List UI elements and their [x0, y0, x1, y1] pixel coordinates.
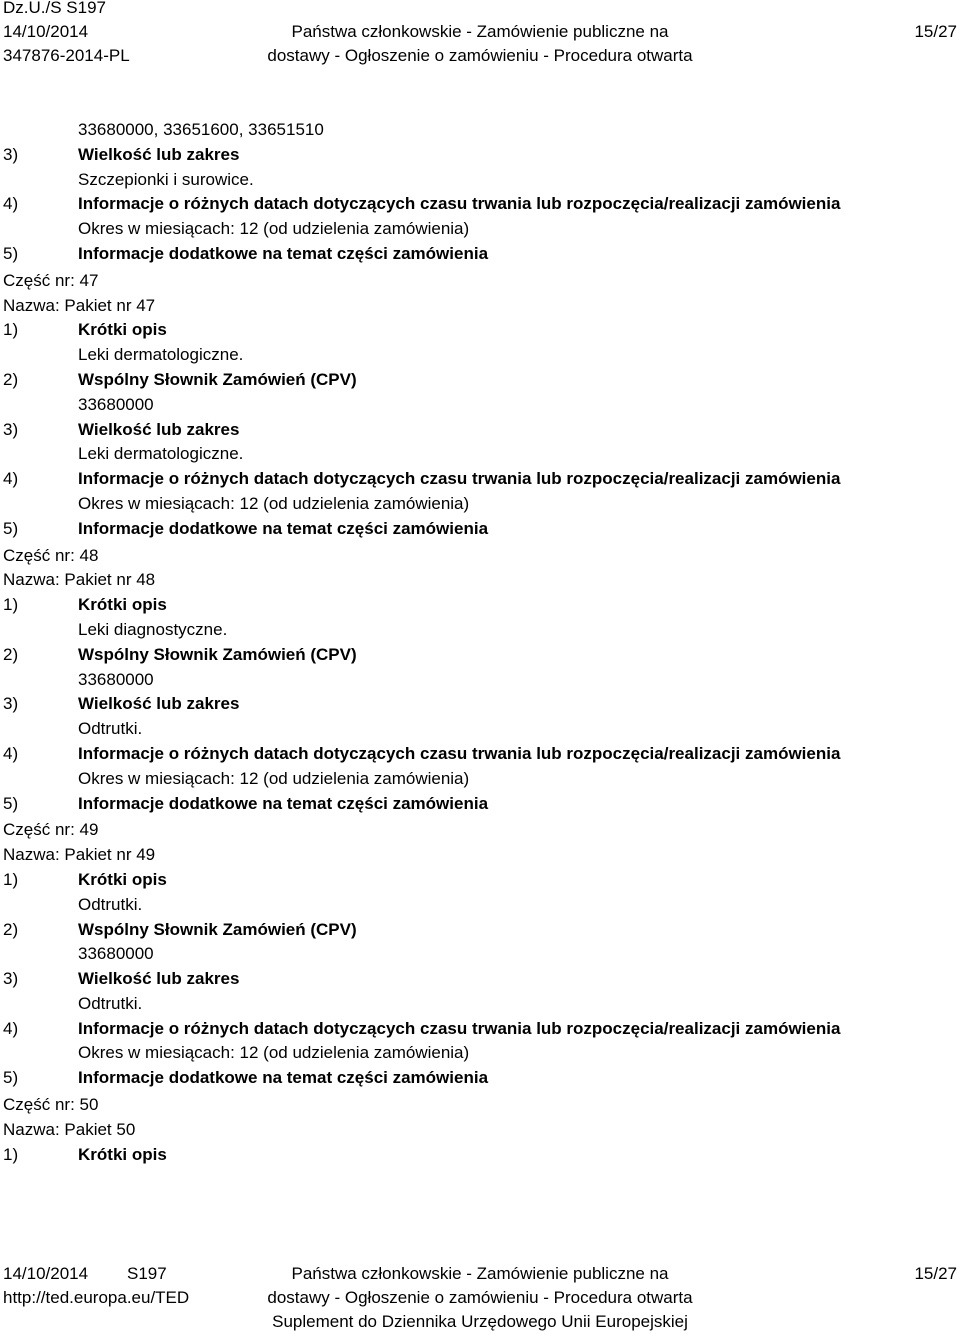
notice-content: [3, 118, 953, 1167]
header-title-line1: Państwa członkowskie - Zamówienie publiczne na: [291, 22, 669, 41]
section-value: Leki dermatologiczne.: [78, 345, 244, 365]
section-heading: 1) Krótki opis: [3, 320, 167, 340]
notice-ref: 347876-2014-PL: [3, 46, 130, 65]
section-heading: 4) Informacje o różnych datach dotyczących czasu trwania lub rozpoczęcia/realizacji zamówienia: [3, 743, 841, 763]
section-heading: 5) Informacje dodatkowe na temat części zamówienia: [3, 243, 489, 263]
section-value: Szczepionki i surowice.: [78, 169, 254, 189]
footer-title-line1: Państwa członkowskie - Zamówienie publiczne na: [291, 1264, 669, 1283]
section-heading: 4) Informacje o różnych datach dotyczących czasu trwania lub rozpoczęcia/realizacji zamówienia: [3, 194, 841, 214]
section-value: 33680000: [78, 944, 154, 964]
section-value: Leki diagnostyczne.: [78, 619, 228, 639]
journal-ref: Dz.U./S S197: [3, 0, 106, 17]
lot-50: [3, 1093, 953, 1167]
lot-49: [3, 818, 953, 1091]
section-value: 33680000: [78, 669, 154, 689]
section-heading: 3) Wielkość lub zakres: [3, 969, 240, 989]
footer-title-line2: dostawy - Ogłoszenie o zamówieniu - Procedura otwarta: [267, 1288, 693, 1307]
section-value: Odtrutki.: [78, 894, 143, 914]
section-heading: 5) Informacje dodatkowe na temat części zamówienia: [3, 1068, 489, 1088]
section-heading: 3) Wielkość lub zakres: [3, 144, 240, 164]
footer-url-link[interactable]: http://ted.europa.eu/TED: [3, 1288, 190, 1307]
section-value: Okres w miesiącach: 12 (od udzielenia zamówienia): [78, 219, 470, 239]
lot-number: Część nr: 48: [3, 545, 99, 565]
section-heading: 2) Wspólny Słownik Zamówień (CPV): [3, 644, 357, 664]
footer-page-number: 15/27: [914, 1264, 957, 1283]
section-value: Okres w miesiącach: 12 (od udzielenia zamówienia): [78, 1043, 470, 1063]
section-value: Odtrutki.: [78, 719, 143, 739]
section-heading: 1) Krótki opis: [3, 595, 167, 615]
section-heading: 2) Wspólny Słownik Zamówień (CPV): [3, 919, 357, 939]
footer-title-line3: Suplement do Dziennika Urzędowego Unii Europejskiej: [272, 1312, 688, 1331]
lot-name: Nazwa: Pakiet nr 47: [3, 295, 156, 315]
lot-name: Nazwa: Pakiet nr 48: [3, 570, 156, 590]
section-heading: 2) Wspólny Słownik Zamówień (CPV): [3, 369, 357, 389]
section-value: Odtrutki.: [78, 993, 143, 1013]
lot-number: Część nr: 50: [3, 1095, 99, 1115]
section-heading: 1) Krótki opis: [3, 1144, 167, 1164]
section-heading: 5) Informacje dodatkowe na temat części zamówienia: [3, 518, 489, 538]
section-value: Okres w miesiącach: 12 (od udzielenia zamówienia): [78, 493, 470, 513]
section-heading: 4) Informacje o różnych datach dotyczących czasu trwania lub rozpoczęcia/realizacji zamówienia: [3, 1018, 841, 1038]
section-heading: 1) Krótki opis: [3, 869, 167, 889]
lot-number: Część nr: 47: [3, 270, 99, 290]
top-section: [3, 118, 953, 267]
footer-issue: S197: [127, 1264, 167, 1283]
section-value: 33680000: [78, 394, 154, 414]
section-value: Okres w miesiącach: 12 (od udzielenia zamówienia): [78, 768, 470, 788]
section-heading: 5) Informacje dodatkowe na temat części zamówienia: [3, 793, 489, 813]
header-date: 14/10/2014: [3, 22, 89, 41]
section-value: Leki dermatologiczne.: [78, 444, 244, 464]
cpv-codes: 33680000, 33651600, 33651510: [78, 120, 324, 139]
section-heading: 3) Wielkość lub zakres: [3, 419, 240, 439]
header-page-number: 15/27: [914, 22, 957, 41]
lot-47: [3, 269, 953, 542]
lot-name: Nazwa: Pakiet 50: [3, 1119, 136, 1139]
header-title-line2: dostawy - Ogłoszenie o zamówieniu - Procedura otwarta: [267, 46, 693, 65]
section-heading: 4) Informacje o różnych datach dotyczących czasu trwania lub rozpoczęcia/realizacji zamówienia: [3, 469, 841, 489]
footer-date: 14/10/2014: [3, 1264, 89, 1283]
lot-name: Nazwa: Pakiet nr 49: [3, 845, 156, 865]
lot-48: [3, 544, 953, 817]
lot-number: Część nr: 49: [3, 820, 99, 840]
section-heading: 3) Wielkość lub zakres: [3, 694, 240, 714]
